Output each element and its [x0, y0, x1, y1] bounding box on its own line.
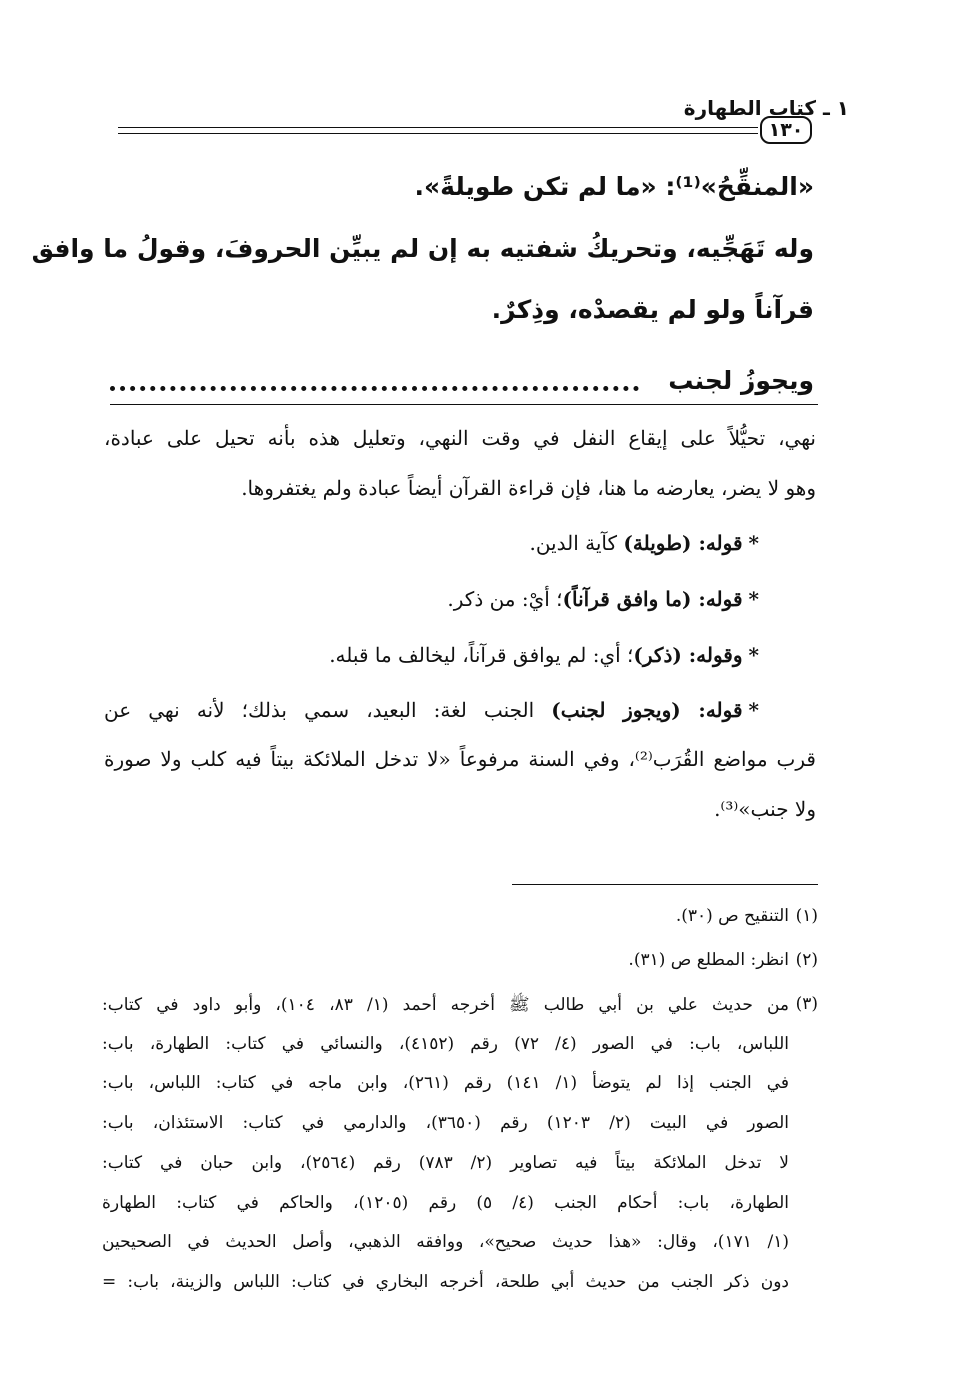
commentary-p3-lead: قوله: (ما وافق قرآناً): [562, 587, 743, 611]
commentary-p3-rest: ؛ أيْ: من ذكر.: [447, 587, 563, 611]
footnote-3-line: اللباس، باب: في الصور (٤/ ٧٢) رقم (٤١٥٢)، والنسائي في كتاب: الطهارة، باب:: [102, 1034, 789, 1054]
main-text-line-4-text: ويجوزُ لجنب: [662, 366, 814, 395]
commentary-p5-lead: قوله: (ويجوز لجنب): [551, 698, 743, 722]
commentary-p4-rest: ؛ أي: لم يوافق قرآناً، ليخالف ما قبله.: [329, 643, 634, 667]
text-commentary-divider: [110, 404, 818, 405]
header-rule-top: [118, 127, 758, 128]
footnote-3-number: (٣): [795, 994, 818, 1014]
commentary-p1-line-2: وهو لا يضر، يعارضه ما هنا، فإن قراءة القرآن أيضاً عبادة ولم يغتفروها.: [241, 476, 816, 500]
main-text-line-4: [110, 366, 814, 396]
footnote-2-number: (٢): [795, 950, 818, 970]
footnote-1-number: (١): [795, 906, 818, 926]
footnote-2-text: انظر: المطلع ص (٣١).: [628, 950, 789, 970]
footnote-3-line: من حديث علي بن أبي طالب ﷺ أخرجه أحمد (١/ ٨٣، ١٠٤)، وأبو داود في كتاب:: [102, 995, 790, 1015]
running-title: ١ ـ كتاب الطهارة: [683, 96, 849, 120]
bullet-star: *: [748, 698, 759, 722]
commentary-p5-line-2: قرب مواضع القُرَب⁽²⁾، وفي السنة مرفوعاً «لا تدخل الملائكة بيتاً فيه كلب ولا صورة: [104, 747, 816, 771]
commentary-p4-lead: وقوله: (ذكر): [633, 643, 743, 667]
page-number-badge: ١٣٠: [760, 116, 812, 144]
bullet-star: *: [748, 643, 759, 667]
footnote-3-line: الطهارة، باب: أحكام الجنب (٤/ ٥) رقم (١٢٠٥)، والحاكم في كتاب: الطهارة: [102, 1193, 789, 1213]
commentary-p2-lead: قوله: (طويلة): [623, 531, 743, 555]
bullet-star: *: [748, 531, 759, 555]
continuation-dots: [110, 386, 639, 391]
main-text-line-3: قرآناً ولو لم يقصدْه، وذِكرٌ.: [491, 295, 814, 324]
commentary-p2: [529, 531, 759, 555]
commentary-p3: [447, 587, 759, 611]
footnote-1-text: التنقيح ص (٣٠).: [675, 906, 789, 926]
footnote-3-line: دون ذكر الجنب من حديث أبي طلحة، أخرجه البخاري في كتاب: اللباس والزينة، باب: =: [102, 1272, 789, 1292]
main-text-line-2: وله تَهَجِّيه، وتحريكُ شفتيه به إن لم يبيِّن الحروفَ، وقولُ ما وافق: [31, 234, 814, 263]
commentary-p5-line-3: ولا جنب»⁽³⁾.: [714, 797, 816, 821]
commentary-p1-line-1: نهي، تحيُّلاً على إيقاع النفل في وقت النهي، وتعليل هذه بأنه تحيل على عبادة،: [104, 426, 816, 450]
footnote-3-line: الصور في البيت (٢/ ١٢٠٣) رقم (٣٦٥٠)، والدارمي في كتاب: الاستئذان، باب:: [102, 1113, 789, 1133]
commentary-p5-line-1-rest: الجنب لغة: البعيد، سمي بذلك؛ لأنه نهي عن: [104, 698, 552, 722]
footnote-3-line: لا تدخل الملائكة بيتاً فيه تصاوير (٢/ ٧٨٣) رقم (٢٥٦٤)، وابن حبان في كتاب:: [102, 1153, 789, 1173]
commentary-p5-line-1: [104, 698, 759, 722]
header-rule-bottom: [118, 133, 758, 134]
commentary-p4: [329, 643, 759, 667]
footnote-3-line: (١/ ١٧١)، وقال: «هذا حديث صحيح»، ووافقه الذهبي، وأصل الحديث في الصحيحين: [102, 1232, 789, 1252]
commentary-p2-rest: كآية الدين.: [529, 531, 624, 555]
main-text-line-1: «المنقِّحُ»⁽¹⁾: «ما لم تكن طويلةً».: [414, 172, 814, 201]
footnote-divider: [512, 884, 818, 885]
bullet-star: *: [748, 587, 759, 611]
footnote-3-line: في الجنب إذا لم يتوضأ (١/ ١٤١) رقم (٢٦١)، وابن ماجه في كتاب: اللباس، باب:: [102, 1073, 789, 1093]
